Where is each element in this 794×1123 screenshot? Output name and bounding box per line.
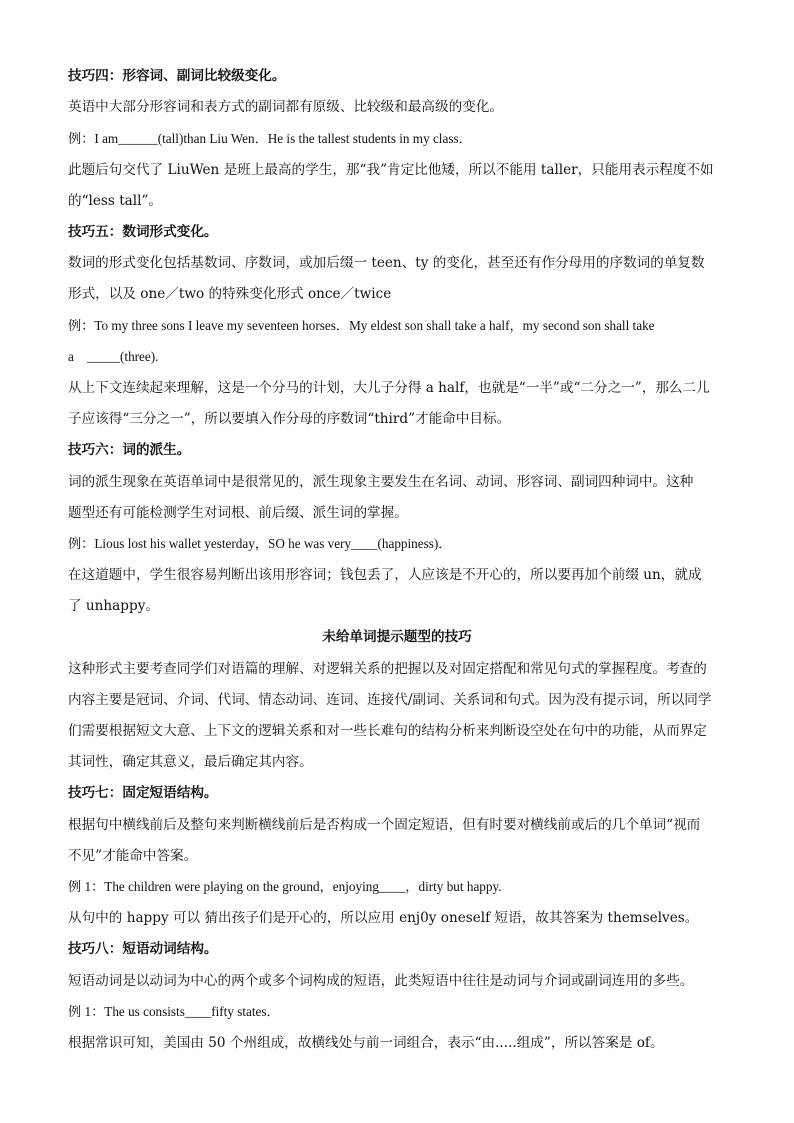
- paragraph-line: 这种形式主要考查同学们对语篇的理解、对逻辑关系的把握以及对固定搭配和常见句式的掌握程度。考查的: [68, 661, 707, 677]
- paragraph-line: 从句中的 happy 可以 猜出孩子们是开心的，所以应用 enj0y oneself 短语，故其答案为 themselves。: [68, 910, 699, 926]
- paragraph-line: 题型还有可能检测学生对词根、前后缀、派生词的掌握。: [68, 505, 408, 521]
- example-line: 例：To my three sons I leave my seventeen horses．My eldest son shall take a half，my second son shall take: [68, 318, 655, 333]
- example-line: 例：Lious lost his wallet yesterday，SO he was very____(happiness)．: [68, 536, 452, 551]
- heading-tip-7: 技巧七：固定短语结构。: [68, 785, 218, 801]
- paragraph-line: 此题后句交代了 LiuWen 是班上最高的学生，那“我”肯定比他矮，所以不能用 taller，只能用表示程度不如: [68, 162, 714, 178]
- example-line: 例：I am______(tall)than Liu Wen．He is the tallest students in my class．: [68, 131, 472, 146]
- heading-tip-6: 技巧六：词的派生。: [68, 442, 191, 458]
- example-line: 例 1：The children were playing on the ground，enjoying____，dirty but happy.: [68, 879, 502, 894]
- example-line: 例 1：The us consists____fifty states．: [68, 1004, 280, 1019]
- paragraph-line: 们需要根据短文大意、上下文的逻辑关系和对一些长难句的结构分析来判断设空处在句中的功能，从而界定: [68, 723, 707, 739]
- heading-tip-8: 技巧八：短语动词结构。: [68, 941, 218, 957]
- example-line: a _____(three).: [68, 349, 159, 364]
- paragraph-line: 内容主要是冠词、介词、代词、情态动词、连词、连接代/副词、关系词和句式。因为没有提示词，所以同学: [68, 692, 712, 708]
- paragraph-line: 不见”才能命中答案。: [68, 848, 198, 864]
- paragraph-line: 子应该得“三分之一”，所以要填入作分母的序数词“third”才能命中目标。: [68, 411, 511, 427]
- paragraph-line: 词的派生现象在英语单词中是很常见的，派生现象主要发生在名词、动词、形容词、副词四种词中。这种: [68, 474, 694, 490]
- paragraph-line: 根据句中横线前后及整句来判断横线前后是否构成一个固定短语，但有时要对横线前或后的几个单词“视而: [68, 817, 701, 833]
- paragraph-line: 根据常识可知，美国由 50 个州组成，故横线处与前一词组合，表示“由.....组成”，所以答案是 of。: [68, 1035, 664, 1051]
- paragraph-line: 从上下文连续起来理解，这是一个分马的计划，大儿子分得 a half，也就是“一半”或“二分之一”，那么二儿: [68, 380, 710, 396]
- paragraph-line: 了 unhappy。: [68, 598, 159, 614]
- paragraph-line: 其词性，确定其意义，最后确定其内容。: [68, 754, 313, 770]
- paragraph-line: 英语中大部分形容词和表方式的副词都有原级、比较级和最高级的变化。: [68, 99, 503, 115]
- paragraph-line: 在这道题中，学生很容易判断出该用形容词；钱包丢了，人应该是不开心的，所以要再加个前缀 un，就成: [68, 567, 702, 583]
- paragraph-line: 数词的形式变化包括基数词、序数词，或加后缀一 teen、ty 的变化，甚至还有作分母用的序数词的单复数: [68, 255, 705, 271]
- paragraph-line: 的“less tall”。: [68, 193, 163, 209]
- heading-tip-4: 技巧四：形容词、副词比较级变化。: [68, 68, 286, 84]
- heading-tip-5: 技巧五：数词形式变化。: [68, 224, 218, 240]
- paragraph-line: 形式，以及 one／two 的特殊变化形式 once／twice: [68, 286, 392, 302]
- paragraph-line: 短语动词是以动词为中心的两个或多个词构成的短语，此类短语中往往是动词与介词或副词连用的多些。: [68, 973, 694, 989]
- section-title: 未给单词提示题型的技巧: [322, 629, 472, 645]
